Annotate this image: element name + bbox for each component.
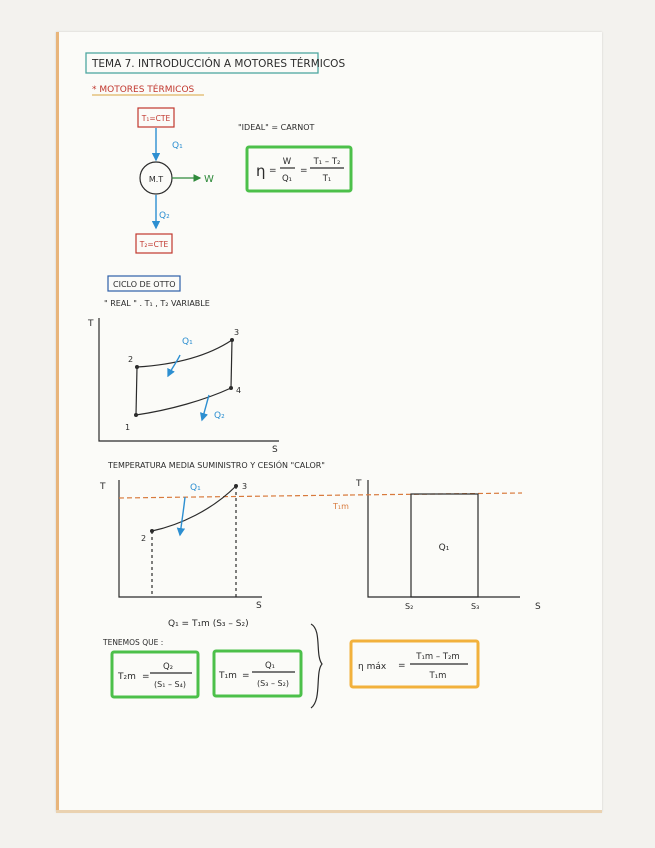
eta-symbol: η (256, 162, 266, 180)
otto-subtitle: " REAL " . T₁ , T₂ VARIABLE (104, 299, 210, 308)
otto-point-2 (135, 365, 139, 369)
otto-heat-in-label: Q₁ (182, 337, 193, 347)
eta-max-den: T₁m (429, 671, 447, 681)
right-y-axis-label: T (356, 479, 362, 489)
left-y-axis-label: T (100, 482, 106, 492)
right-axes (368, 480, 520, 597)
mean-temp-right-diagram (332, 479, 541, 612)
t2m-num: Q₂ (162, 662, 174, 672)
carnot-temp-num: T₁ – T₂ (313, 157, 341, 167)
title-box (86, 53, 345, 73)
engine-label: M.T (148, 175, 164, 184)
eta-max-box (351, 641, 478, 687)
heat-engine-diagram (136, 108, 214, 253)
cold-reservoir-label: T₂=CTE (139, 240, 169, 249)
carnot-label: "IDEAL" = CARNOT (238, 123, 315, 132)
otto-title: CICLO DE OTTO (113, 280, 176, 289)
right-x-axis-label: S (535, 602, 541, 612)
otto-heat-out-label: Q₂ (214, 411, 225, 421)
otto-label-3: 3 (234, 328, 240, 337)
work-label: W (204, 174, 214, 185)
t1m-num: Q₁ (264, 661, 276, 671)
mean-temp-formula: Q₁ = T₁m (S₃ – S₂) (168, 619, 249, 629)
t2m-lhs: T₂m (118, 672, 136, 682)
otto-label-1: 1 (125, 423, 131, 432)
brace (311, 624, 322, 708)
carnot-efficiency-box (247, 147, 351, 191)
carnot-work-num: W (282, 157, 292, 167)
right-s2-label: S₂ (405, 602, 414, 611)
t1m-den: (S₃ – S₂) (257, 679, 289, 688)
t2m-box (112, 652, 198, 697)
t1m-lhs: T₁m (219, 671, 237, 681)
heat-in-label: Q₁ (172, 141, 183, 151)
t1m-box (214, 651, 301, 696)
t2m-equals: = (142, 672, 150, 682)
otto-y-axis-label: T (88, 319, 94, 329)
rectangle-area-label: Q₁ (438, 543, 450, 553)
right-s3-label: S₃ (471, 602, 480, 611)
eta-max-lhs: η máx (358, 662, 387, 672)
otto-path-1-2 (136, 367, 137, 415)
otto-label-2: 2 (128, 355, 134, 364)
mean-temp-title: TEMPERATURA MEDIA SUMINISTRO Y CESIÓN "CALOR" (108, 461, 325, 470)
section-subtitle: * MOTORES TÉRMICOS (92, 85, 195, 95)
left-label-3: 3 (242, 482, 248, 491)
left-point-3 (234, 484, 238, 488)
hot-reservoir-label: T₁=CTE (141, 114, 171, 123)
mean-temp-left-diagram (99, 480, 350, 611)
eta-max-num: T₁m – T₂m (416, 652, 460, 662)
otto-point-1 (134, 413, 138, 417)
left-heat-label: Q₁ (190, 483, 201, 493)
otto-heat-in-arrow (168, 355, 180, 376)
left-heat-arrow (180, 497, 185, 535)
otto-title-box (108, 276, 180, 291)
heat-out-label: Q₂ (159, 211, 170, 221)
t2m-den: (S₁ – S₄) (154, 680, 186, 689)
otto-label-4: 4 (236, 386, 242, 395)
otto-point-3 (230, 338, 234, 342)
t1m-equals: = (242, 671, 250, 681)
otto-x-axis-label: S (272, 445, 278, 455)
carnot-heat-den: Q₁ (281, 174, 293, 184)
mean-temp-level-label: T₁m (333, 502, 349, 511)
mean-temp-level-line (119, 495, 350, 498)
carnot-equals-2: = (300, 166, 308, 176)
carnot-temp-den: T₁ (322, 174, 332, 184)
page-title: TEMA 7. INTRODUCCIÓN A MOTORES TÉRMICOS (92, 58, 346, 70)
eta-max-equals: = (398, 661, 406, 671)
carnot-equals-1: = (269, 166, 277, 176)
left-point-2 (150, 529, 154, 533)
otto-ts-diagram (87, 318, 279, 455)
left-x-axis-label: S (256, 601, 262, 611)
conclusions-lead: TENEMOS QUE : (103, 638, 164, 647)
otto-point-4 (229, 386, 233, 390)
otto-path-3-4 (231, 340, 232, 388)
left-label-2: 2 (141, 534, 147, 543)
